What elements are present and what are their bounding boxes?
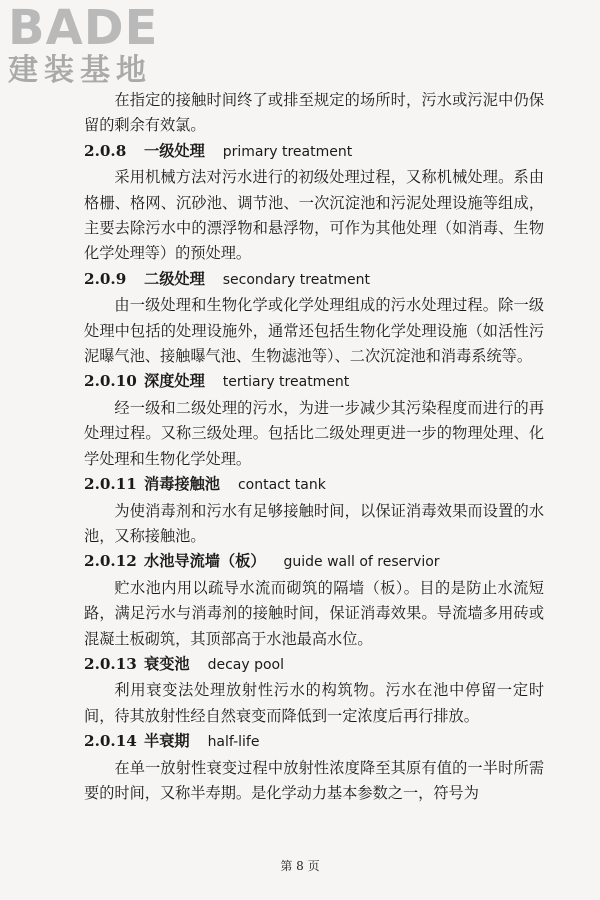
term-heading-2-0-13 (84, 652, 544, 678)
term-english: tertiary treatment (222, 374, 350, 391)
term-heading-2-0-8 (84, 139, 544, 165)
intro-paragraph: 在指定的接触时间终了或排至规定的场所时，污水或污泥中仍保留的剩余有效氯。 (84, 91, 544, 135)
term-english: guide wall of reservior (283, 554, 440, 571)
term-chinese: 一级处理 (144, 141, 205, 160)
term-heading-2-0-9 (84, 267, 544, 293)
term-chinese: 二级处理 (144, 269, 205, 288)
term-number: 2.0.14 (84, 732, 137, 751)
term-heading-2-0-11 (84, 472, 544, 498)
term-number: 2.0.12 (84, 552, 137, 571)
term-english: half-life (207, 734, 260, 751)
term-number: 2.0.9 (84, 269, 127, 288)
term-definition: 贮水池内用以疏导水流而砌筑的隔墙（板）。目的是防止水流短路，满足污水与消毒剂的接触时间，保证消毒效果。导流墙多用砖或混凝土板砌筑，其顶部高于水池最高水位。 (84, 578, 544, 648)
term-chinese: 消毒接触池 (144, 475, 220, 494)
term-number: 2.0.13 (84, 654, 137, 673)
bade-logo (8, 0, 178, 88)
term-chinese: 半衰期 (144, 732, 190, 751)
term-definition: 为使消毒剂和污水有足够接触时间，以保证消毒效果而设置的水池，又称接触池。 (84, 501, 544, 545)
term-chinese: 水池导流墙（板） (144, 552, 266, 571)
term-definition: 在单一放射性衰变过程中放射性浓度降至其原有值的一半时所需要的时间，又称半寿期。是化学动力基本参数之一，符号为 (84, 758, 544, 802)
term-chinese: 衰变池 (144, 654, 190, 673)
term-definition: 由一级处理和生物化学或化学处理组成的污水处理过程。除一级处理中包括的处理设施外，通常还包括生物化学处理设施（如活性污泥曝气池、接触曝气池、生物滤池等）、二次沉淀池和消毒系统等。 (84, 296, 544, 366)
term-heading-2-0-14 (84, 729, 544, 755)
term-english: secondary treatment (222, 271, 370, 288)
term-heading-2-0-10 (84, 369, 544, 395)
term-chinese: 深度处理 (144, 372, 205, 391)
term-number: 2.0.10 (84, 372, 137, 391)
term-definition: 利用衰变法处理放射性污水的构筑物。污水在池中停留一定时间，待其放射性经自然衰变而降低到一定浓度后再行排放。 (84, 681, 544, 725)
logo-subtitle: 建装基地 (8, 53, 152, 88)
term-definition: 经一级和二级处理的污水，为进一步减少其污染程度而进行的再处理过程。又称三级处理。包括比二级处理更进一步的物理处理、化学处理和生物化学处理。 (84, 398, 544, 468)
term-heading-2-0-12 (84, 549, 544, 575)
document-body (84, 88, 544, 806)
term-english: contact tank (237, 477, 326, 494)
term-english: decay pool (207, 656, 284, 673)
term-english: primary treatment (222, 143, 353, 160)
term-number: 2.0.8 (84, 141, 127, 160)
term-definition: 采用机械方法对污水进行的初级处理过程，又称机械处理。系由格栅、格网、沉砂池、调节池、一次沉淀池和污泥处理设施等组成，主要去除污水中的漂浮物和悬浮物，可作为其他处理（如消毒、生物化学处理等）的预处理。 (84, 168, 544, 263)
term-number: 2.0.11 (84, 475, 137, 494)
logo-brand: BADE (8, 0, 159, 56)
page-number: 第 8 页 (280, 859, 320, 873)
